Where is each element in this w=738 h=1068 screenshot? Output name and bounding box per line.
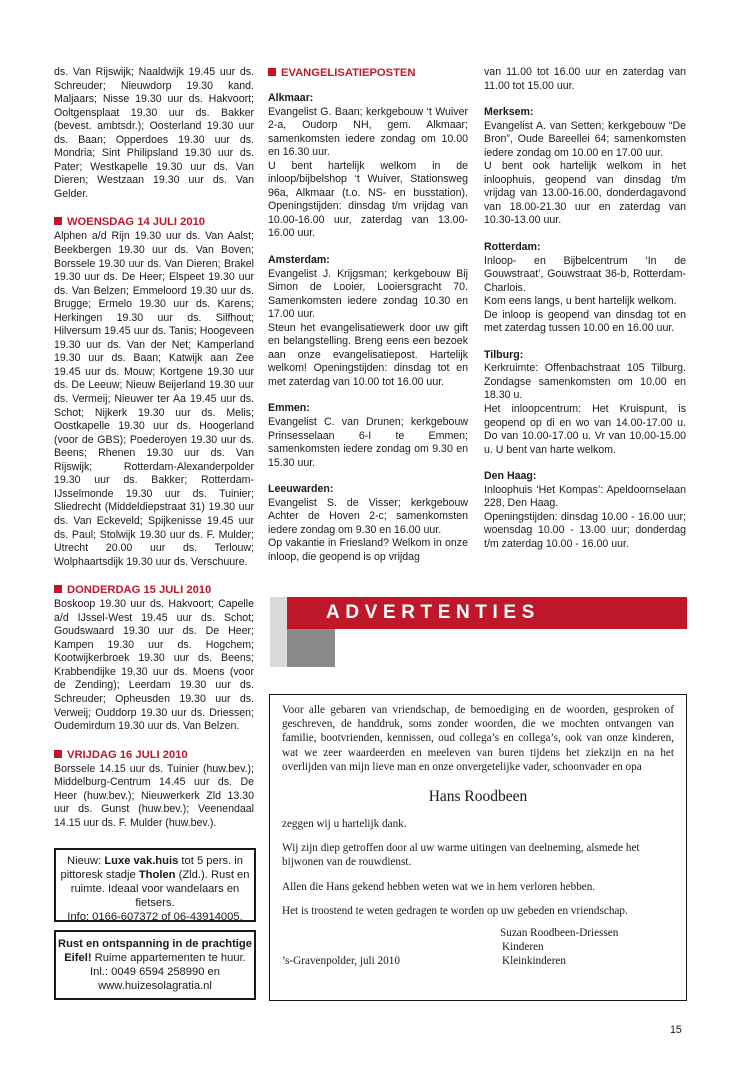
section-heading-friday: VRIJDAG 16 JULI 2010 xyxy=(54,748,254,762)
square-bullet-icon xyxy=(54,750,62,758)
square-bullet-icon xyxy=(268,68,276,76)
post-city-amsterdam: Amsterdam: xyxy=(268,254,330,267)
post-text: Kerkruimte: Offenbachstraat 105 Tilburg. Zondagse samenkomsten om 10.00 en 18.30 u. xyxy=(484,362,686,402)
post-text-continued: van 11.00 tot 16.00 uur en zaterdag van 11.00 tot 15.00 uur. xyxy=(484,66,686,92)
notice-paragraph: Wij zijn diep getroffen door al uw warme uitingen van deelneming, alsmede het bijwonen van de rouwdienst. xyxy=(282,842,640,869)
ad-vakantiehuis-info: Info: 0166-607372 of 06-43914005. xyxy=(67,911,243,923)
signer: Kleinkinderen xyxy=(502,955,566,968)
church-services-column xyxy=(54,66,254,830)
notice-thanks: zeggen wij u hartelijk dank. xyxy=(282,818,407,831)
page-number: 15 xyxy=(670,1024,682,1036)
section-heading-wednesday: WOENSDAG 14 JULI 2010 xyxy=(54,215,254,229)
signer: Suzan Roodbeen-Driessen xyxy=(500,927,619,940)
post-text: Het inloopcentrum: Het Kruispunt, is geopend op di en wo van 14.00-17.00 u. Do van 10.00-17.00 u. Vr van 10.00-15.00 u. U bent van harte welkom. xyxy=(484,403,686,456)
square-bullet-icon xyxy=(54,585,62,593)
services-intro-text: ds. Van Rijswijk; Naaldwijk 19.45 uur ds. Schreuder; Nieuwdorp 19.30 kand. Maljaars; Nisse 19.30 uur ds. Hakvoort; Ooltgensplaat 19.30 uur ds. Bakker (bevest. ambtsdr.); Oosterland 19.30 uur ds. Baan; Opperdoes 19.30 uur ds. Mondria; Sint Philipsland 19.30 uur ds. Pater; Westkapelle 19.30 uur ds. Van Dieren; Westzaan 19.30 uur ds. Van Gelder. xyxy=(54,66,254,200)
ad-eifel: Rust en ontspanning in de prachtige Eifel! Ruime appartementen te huur. Inl.: 0049 6594 258990 en www.huizesolagratia.nl xyxy=(54,930,256,1000)
square-bullet-icon xyxy=(54,217,62,225)
post-text: Evangelist S. de Visser; kerkgebouw Achter de Hoven 2-c; samenkomsten iedere zondag om 9.30 en 16.00 uur. xyxy=(268,496,468,536)
advertenties-title: ADVERTENTIES xyxy=(326,602,540,623)
ad-vakantiehuis: Nieuw: Luxe vak.huis tot 5 pers. in pittoresk stadje Tholen (Zld.). Rust en ruimte. Ideaal voor wandelaars en fietsers. Info: 0166-607372 of 06-43914005. xyxy=(54,848,256,922)
post-text: U bent ook hartelijk welkom in het inloophuis, geopend van dinsdag t/m vrijdag van 13.00-16.00, donderdagavond van 18.00-21.30 uur en zaterdag van 10.30-13.00 uur. xyxy=(484,160,686,227)
notice-place-date: ’s-Gravenpolder, juli 2010 xyxy=(282,954,400,967)
post-city-alkmaar: Alkmaar: xyxy=(268,92,314,104)
post-text: Kom eens langs, u bent hartelijk welkom. xyxy=(484,295,677,308)
post-text: Evangelist G. Baan; kerkgebouw ‘t Wuiver 2-a, Oudorp NH, gem. Alkmaar; samenkomsten iedere zondag om 10.00 en 16.30 uur. xyxy=(268,105,468,159)
section-heading-evangelisatie: EVANGELISATIEPOSTEN xyxy=(268,66,468,80)
post-city-leeuwarden: Leeuwarden: xyxy=(268,483,334,496)
post-text: Op vakantie in Friesland? Welkom in onze inloop, die geopend is op vrijdag xyxy=(268,537,468,563)
post-city-rotterdam: Rotterdam: xyxy=(484,241,541,254)
post-text: Evangelist J. Krijgsman; kerkgebouw Bij Simon de Looier, Looiersgracht 70. Samenkomsten iedere zondag 10.30 en 17.00 uur. xyxy=(268,267,468,321)
post-text: De inloop is geopend van dinsdag tot en met zaterdag tussen 10.00 en 16.00 uur. xyxy=(484,308,686,335)
post-city-tilburg: Tilburg: xyxy=(484,348,524,361)
notice-signers xyxy=(500,926,618,969)
evangelisation-column xyxy=(268,66,468,565)
services-thursday-text: Boskoop 19.30 uur ds. Hakvoort; Capelle a/d IJssel-West 19.45 uur ds. Schot; Goudswaard 19.30 uur ds. De Heer; Kampen 19.30 uur ds. Hogchem; Kootwijkerbroek 19.30 uur ds. Beens; Krabbendijke 19.30 uur ds. Moens (voor de Zending); Leerdam 19.30 uur ds. Schreuder; Opheusden 19.30 uur ds. Verweij; Ouddorp 19.30 uur ds. Driessen; Oudemirdum 19.30 uur ds. Van Belzen. xyxy=(54,598,254,733)
post-text: Steun het evangelisatiewerk door uw gift en belangstelling. Breng eens een bezoek aan onze evangelisatiepost. Hartelijk welkom! Openingstijden: dinsdag tot en met zaterdag van 10.00 tot 16.00 uur. xyxy=(268,321,468,388)
services-wednesday-text: Alphen a/d Rijn 19.30 uur ds. Van Aalst; Beekbergen 19.30 uur ds. Van Boven; Borssele 19.30 uur ds. Van Dieren; Brakel 19.30 uur ds. De Heer; Elspeet 19.30 uur ds. Van Belzen; Emmeloord 19.30 uur ds. Brugge; Ermelo 19.30 uur ds. Karens; Herkingen 19.30 uur ds. Silfhout; Hilversum 19.45 uur ds. Tanis; Hoogeveen 19.30 uur ds. Van der Net; Kamperland 19.30 uur ds. Baan; Katwijk aan Zee 19.45 uur ds. Mouw; Kortgene 19.30 uur ds. De Leeuw; Nieuw Beijerland 19.30 uur ds. Vermeij; Nieuwer ter Aa 19.45 uur ds. Schot; Nijkerk 19.30 uur ds. Melis; Oostkapelle 19.30 uur ds. Hoogerland (voor de GBS); Poederoyen 19.30 uur ds. Beens; Rhenen 19.30 uur ds. Van Rijswijk; Rotterdam-Alexanderpolder 19.30 uur ds. Bakker; Rotterdam-IJsselmonde 19.30 uur ds. Tuinier; Sliedrecht (Middeldiepstraat 31) 19.30 uur ds. Van Eckeveld; Spijkenisse 19.45 uur ds. Paul; Stolwijk 19.30 uur ds. F. Mulder; Utrecht 20.00 uur ds. Terlouw; Wolphaartsdijk 19.30 uur ds. Verschuure. xyxy=(54,230,254,568)
post-text: U bent hartelijk welkom in de inloop/bijbelshop ‘t Wuiver, Stationsweg 96a, Alkmaar (t.o. NS- en busstation). Openingstijden: dinsdag t/m vrijdag van 10.00-16.00 uur, zaterdag van 13.00-16.00 uur. xyxy=(268,159,468,240)
signer: Kinderen xyxy=(502,941,544,954)
banner-decoration-dark xyxy=(287,629,335,667)
post-city-den-haag: Den Haag: xyxy=(484,470,537,483)
notice-deceased-name: Hans Roodbeen xyxy=(428,788,528,806)
post-text: Inloophuis ‘Het Kompas’: Apeldoornselaan 228, Den Haag. xyxy=(484,483,686,510)
notice-paragraph: Het is troostend te weten gedragen te worden op uw gebeden en vriendschap. xyxy=(282,904,628,917)
post-text: Openingstijden: dinsdag 10.00 - 16.00 uur; woensdag 10.00 - 13.00 uur; donderdag t/m zaterdag 10.00 - 16.00 uur. xyxy=(484,510,686,550)
post-city-emmen: Emmen: xyxy=(268,402,310,415)
post-city-merksem: Merksem: xyxy=(484,106,534,119)
post-text: Inloop- en Bijbelcentrum ‘In de Gouwstraat’, Gouwstraat 36-b, Rotterdam-Charlois. xyxy=(484,254,686,294)
evangelisation-column-continued xyxy=(484,66,686,552)
services-friday-text: Borssele 14.15 uur ds. Tuinier (huw.bev.); Middelburg-Centrum 14.45 uur ds. De Heer (huw.bev.); Nieuwerkerk Zld 13.30 uur ds. Gunst (huw.bev.); Veenendaal 14.15 uur ds. F. Mulder (huw.bev.). xyxy=(54,762,254,829)
post-text: Evangelist C. van Drunen; kerkgebouw Prinsesselaan 6-I te Emmen; samenkomsten iedere zondag om 9.30 en 15.30 uur. xyxy=(268,416,468,469)
notice-paragraph: Allen die Hans gekend hebben weten wat we in hem verloren hebben. xyxy=(282,880,596,893)
notice-signature xyxy=(282,926,674,970)
section-heading-thursday: DONDERDAG 15 JULI 2010 xyxy=(54,583,254,597)
notice-intro: Voor alle gebaren van vriendschap, de bemoediging en de woorden, gesproken of geschreven, de handdruk, soms zonder woorden, die we mochten ontvangen van familie, bootvrienden, kennissen, oud collega’s en collega’s, ook van onze kinderen, wat we zeer waardeerden en meeleven van buren tijdens het ziekzijn en na het overlijden van mijn lieve man en onze onvergetelijke vader, schoonvader en opa xyxy=(282,704,674,773)
post-text: Evangelist A. van Setten; kerkgebouw “De Bron”, Oude Bareellei 64; samenkomsten iedere zondag om 10.00 en 17.00 uur. xyxy=(484,119,686,159)
thank-you-notice xyxy=(269,694,687,1001)
